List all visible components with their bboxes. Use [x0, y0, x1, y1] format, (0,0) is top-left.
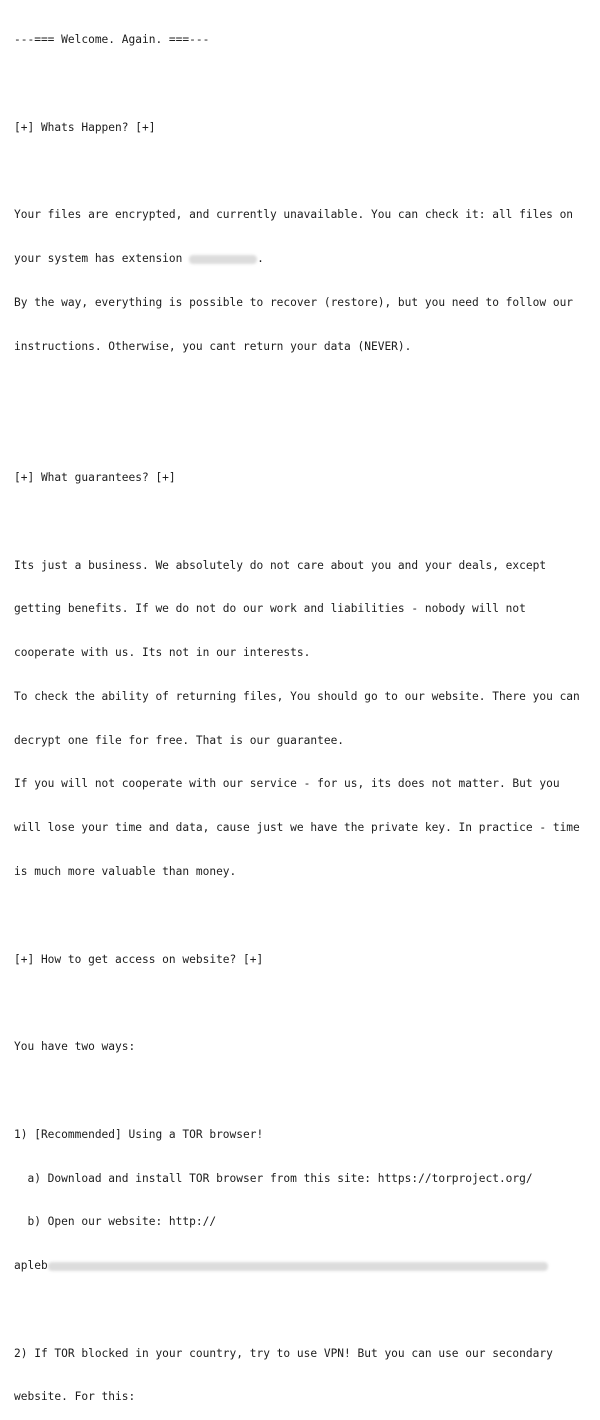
text-line: 1) [Recommended] Using a TOR browser! — [14, 1127, 264, 1141]
blank-line — [14, 515, 594, 530]
blank-line — [14, 909, 594, 924]
redacted-extension — [189, 255, 257, 264]
text-line: b) Open our website: http:// — [14, 1215, 217, 1229]
section-heading-guarantees: [+] What guarantees? [+] — [14, 471, 176, 484]
blank-line — [14, 383, 594, 398]
blank-line — [14, 1303, 594, 1318]
text-line: If you will not cooperate with our service - for us, its does not matter. But you — [14, 777, 560, 791]
text-line: cooperate with us. Its not in our interests. — [14, 646, 311, 660]
text-line: getting benefits. If we do not do our work and liabilities - nobody will not — [14, 602, 526, 616]
blank-line — [14, 996, 594, 1011]
section-heading-whats-happen: [+] Whats Happen? [+] — [14, 120, 156, 134]
blank-line — [14, 427, 594, 442]
blank-line — [14, 77, 594, 92]
text-line: 2) If TOR blocked in your country, try to use VPN! But you can use our secondary — [14, 1346, 553, 1360]
blank-line — [14, 1084, 594, 1099]
text-line: Its just a business. We absolutely do not care about you and your deals, except — [14, 558, 547, 572]
text-line: is much more valuable than money. — [14, 865, 237, 879]
text-line-extension-prefix: your system has extension — [14, 252, 190, 266]
blank-line — [14, 165, 594, 180]
text-line-extension — [14, 252, 594, 267]
text-line: You have two ways: — [14, 1040, 136, 1054]
text-line: Your files are encrypted, and currently unavailable. You can check it: all files on — [14, 208, 574, 222]
ransom-note-text — [14, 4, 594, 1420]
text-line: a) Download and install TOR browser from this site: https://torproject.org/ — [14, 1171, 533, 1185]
section-heading-access: [+] How to get access on website? [+] — [14, 952, 264, 966]
text-line: decrypt one file for free. That is our guarantee. — [14, 733, 345, 747]
text-line: will lose your time and data, cause just we have the private key. In practice - time — [14, 821, 580, 835]
text-line: To check the ability of returning files, You should go to our website. There you can — [14, 689, 580, 703]
onion-address-prefix: apleb — [14, 1259, 48, 1273]
text-line-extension-suffix: . — [257, 252, 264, 266]
text-line: By the way, everything is possible to recover (restore), but you need to follow our — [14, 295, 574, 309]
text-line: instructions. Otherwise, you cant return your data (NEVER). — [14, 339, 412, 353]
onion-address-line — [14, 1259, 594, 1274]
note-title: ---=== Welcome. Again. ===--- — [14, 33, 210, 47]
text-line: website. For this: — [14, 1390, 136, 1404]
redacted-onion-address — [48, 1262, 548, 1271]
